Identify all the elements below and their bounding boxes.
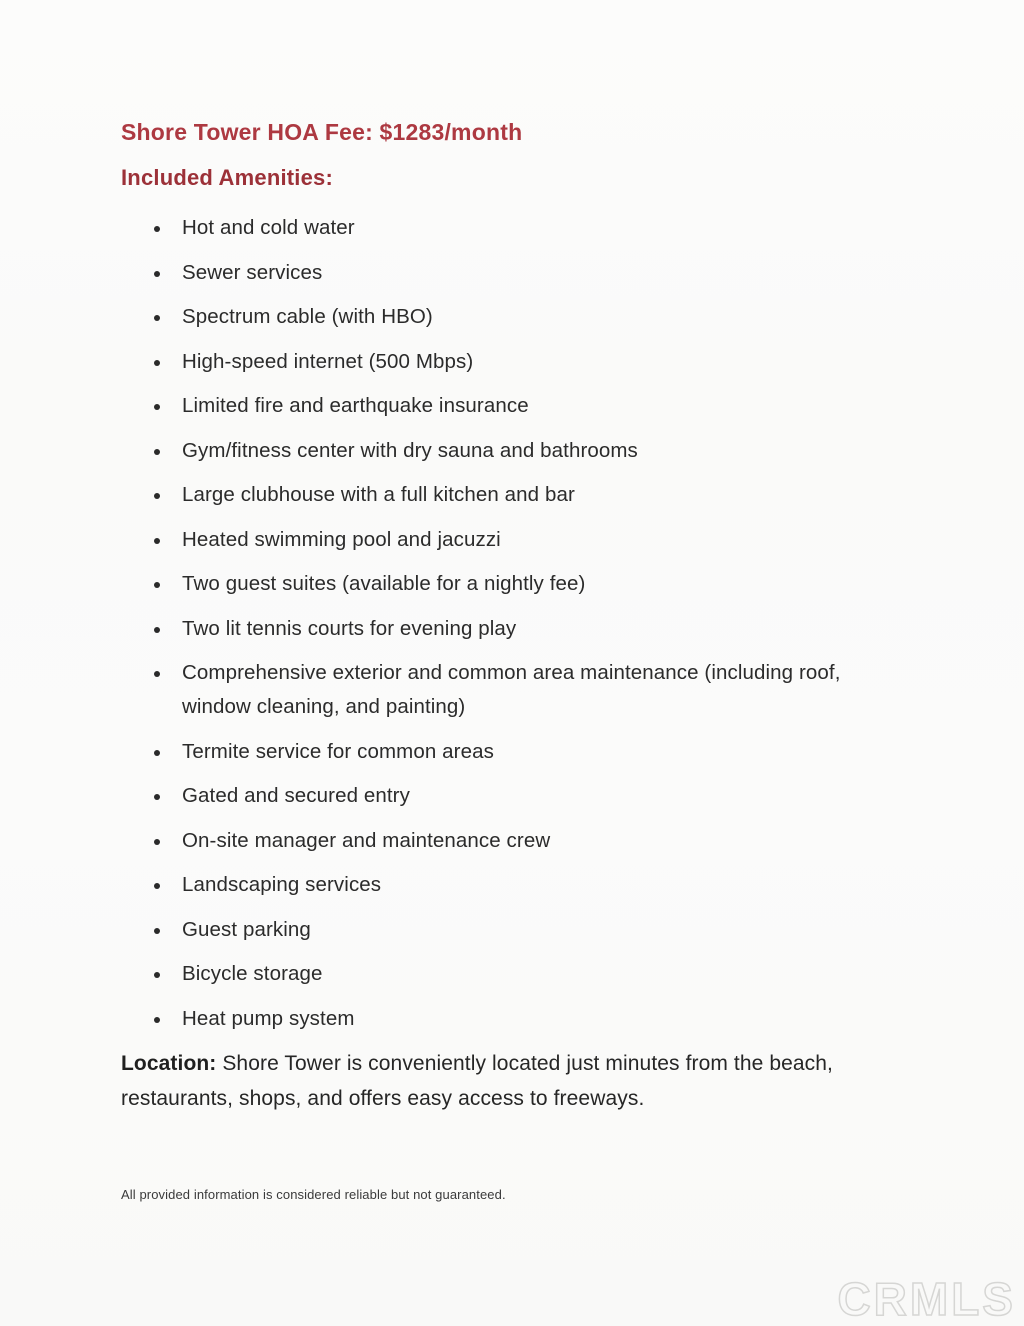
list-item-text: Two guest suites (available for a nightly fee) xyxy=(182,572,586,595)
included-amenities-heading: Included Amenities: xyxy=(121,165,334,190)
crmls-watermark: CRMLS xyxy=(837,1273,1016,1325)
bullet-icon xyxy=(154,538,160,544)
bullet-icon xyxy=(154,360,160,366)
list-item-text: Spectrum cable (with HBO) xyxy=(182,305,433,328)
bullet-icon xyxy=(154,582,160,588)
list-item-text: Gated and secured entry xyxy=(182,784,410,807)
bullet-icon xyxy=(154,315,160,321)
list-item xyxy=(121,523,944,557)
list-item-text: Two lit tennis courts for evening play xyxy=(182,616,517,640)
bullet-icon xyxy=(154,449,160,455)
list-item xyxy=(121,567,944,601)
bullet-icon xyxy=(154,226,160,232)
list-item xyxy=(121,389,944,423)
bullet-icon xyxy=(154,1017,160,1023)
list-item-text: Hot and cold water xyxy=(182,216,355,239)
location-text: Shore Tower is conveniently located just minutes from the beach, restaurants, shops, and offers easy access to freeways. xyxy=(121,1052,833,1110)
bullet-icon xyxy=(154,928,160,934)
list-item-text: On-site manager and maintenance crew xyxy=(182,828,551,852)
bullet-icon xyxy=(154,671,160,677)
list-item xyxy=(121,434,944,468)
list-item xyxy=(121,345,944,379)
list-item xyxy=(121,779,944,813)
list-item-text: Bicycle storage xyxy=(182,962,323,985)
bullet-icon xyxy=(154,839,160,845)
bullet-icon xyxy=(154,794,160,800)
bullet-icon xyxy=(154,493,160,499)
list-item-text: Landscaping services xyxy=(182,873,382,896)
list-item xyxy=(121,256,944,290)
location-label: Location: xyxy=(121,1052,217,1075)
list-item xyxy=(121,1002,944,1036)
list-item xyxy=(121,957,944,991)
bullet-icon xyxy=(154,972,160,978)
list-item-text: Sewer services xyxy=(182,260,323,284)
list-item-text: Comprehensive exterior and common area maintenance (including roof, window cleaning, and painting) xyxy=(182,661,841,718)
list-item-text: Guest parking xyxy=(182,917,311,941)
disclaimer-text: All provided information is considered reliable but not guaranteed. xyxy=(121,1187,506,1202)
list-item-text: Heat pump system xyxy=(182,1006,355,1030)
list-item xyxy=(121,478,944,512)
list-item-text: Limited fire and earthquake insurance xyxy=(182,394,529,417)
list-item-text: High-speed internet (500 Mbps) xyxy=(182,349,474,373)
list-item xyxy=(121,824,944,858)
bullet-icon xyxy=(154,750,160,756)
list-item xyxy=(121,868,944,902)
list-item xyxy=(121,735,944,769)
amenities-list xyxy=(121,211,944,1036)
location-paragraph xyxy=(121,1046,921,1116)
list-item-text: Termite service for common areas xyxy=(182,739,494,763)
hoa-fee-heading: Shore Tower HOA Fee: $1283/month xyxy=(121,119,523,145)
list-item-text: Large clubhouse with a full kitchen and bar xyxy=(182,483,575,506)
bullet-icon xyxy=(154,271,160,277)
list-item xyxy=(121,211,944,245)
list-item-text: Gym/fitness center with dry sauna and bathrooms xyxy=(182,438,638,462)
list-item-text: Heated swimming pool and jacuzzi xyxy=(182,527,501,551)
bullet-icon xyxy=(154,883,160,889)
bullet-icon xyxy=(154,627,160,633)
list-item xyxy=(121,612,944,646)
bullet-icon xyxy=(154,404,160,410)
list-item xyxy=(121,913,944,947)
list-item xyxy=(121,300,944,334)
list-item xyxy=(121,656,944,724)
